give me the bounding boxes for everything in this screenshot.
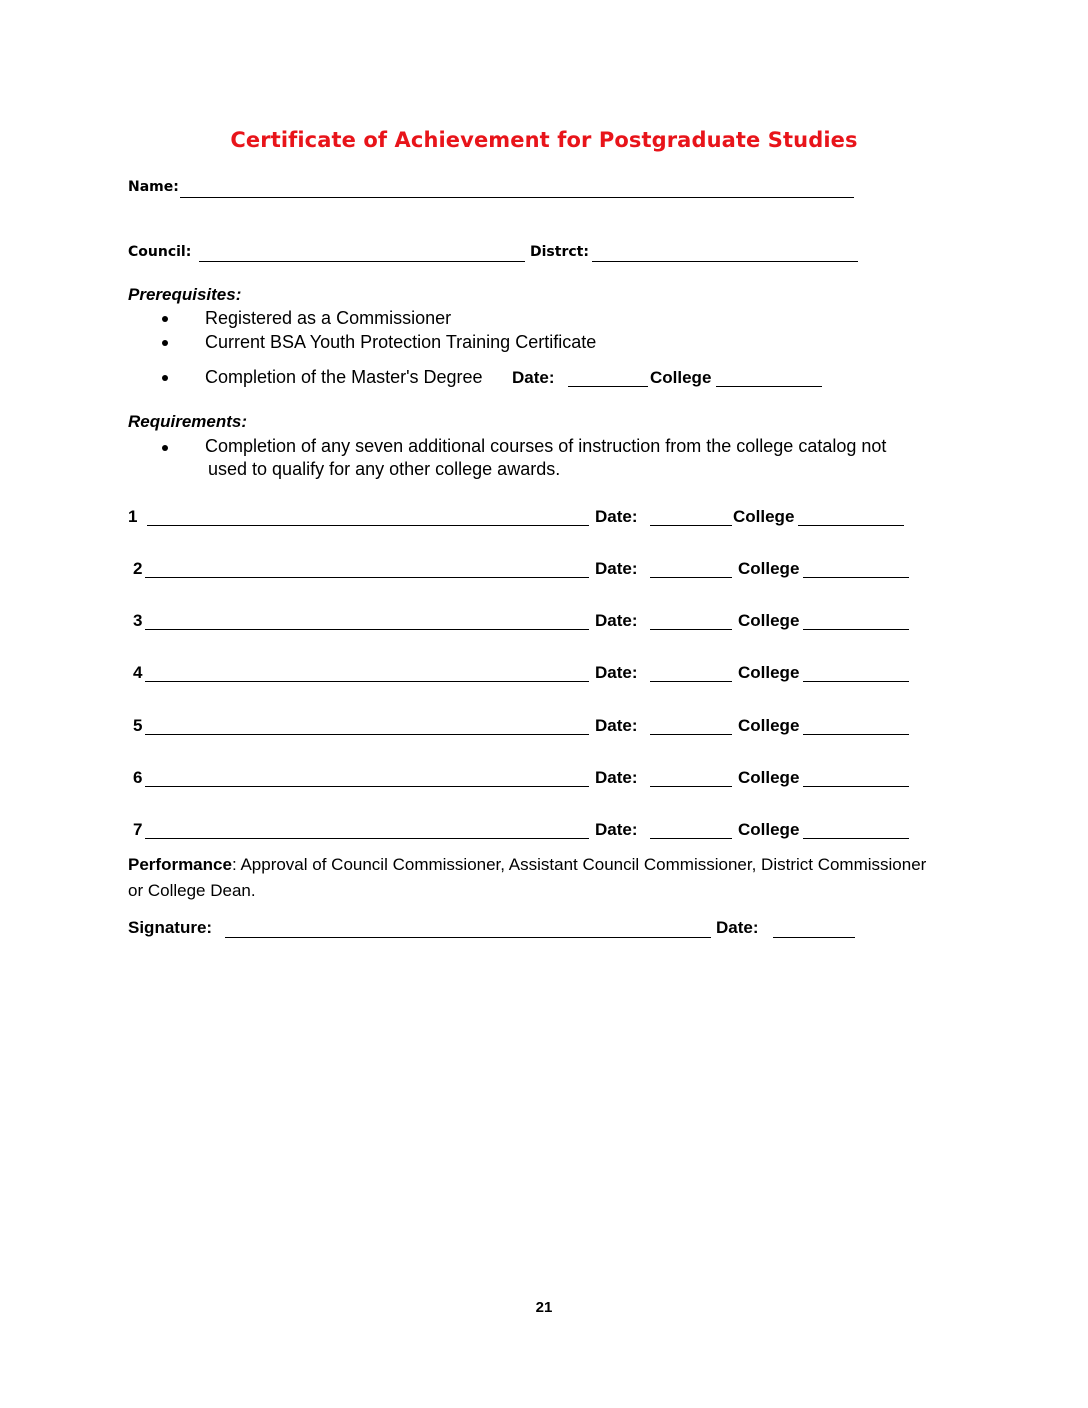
course-name-field[interactable] [145, 786, 589, 787]
district-field[interactable] [592, 261, 858, 262]
course-date-field[interactable] [650, 629, 732, 630]
course-number: 1 [128, 507, 138, 526]
course-college-field[interactable] [803, 629, 909, 630]
course-college-label: College [738, 716, 800, 735]
course-name-field[interactable] [145, 629, 589, 630]
requirement-item-line1: Completion of any seven additional courses of instruction from the college catalog not [205, 436, 887, 456]
course-college-label: College [738, 820, 800, 839]
prerequisite-item: Completion of the Master's Degree [205, 367, 483, 387]
signature-date-field[interactable] [773, 937, 855, 938]
course-name-field[interactable] [147, 525, 589, 526]
signature-label: Signature: [128, 918, 213, 937]
signature-date-label: Date: [716, 918, 759, 937]
course-number: 4 [133, 663, 143, 682]
course-college-field[interactable] [798, 525, 904, 526]
requirement-item-line2: used to qualify for any other college awards. [208, 459, 561, 479]
course-name-field[interactable] [145, 681, 589, 682]
course-date-field[interactable] [650, 734, 732, 735]
course-date-field[interactable] [650, 577, 732, 578]
course-date-field[interactable] [650, 681, 732, 682]
course-number: 7 [133, 820, 143, 839]
course-date-label: Date: [595, 663, 638, 682]
course-college-label: College [738, 663, 800, 682]
course-date-label: Date: [595, 716, 638, 735]
masters-college-field[interactable] [716, 386, 822, 387]
course-date-label: Date: [595, 611, 638, 630]
bullet-icon [162, 316, 168, 322]
course-date-label: Date: [595, 820, 638, 839]
course-college-field[interactable] [803, 734, 909, 735]
prerequisites-heading: Prerequisites: [128, 285, 242, 304]
course-college-label: College [733, 507, 795, 526]
masters-college-label: College [650, 368, 712, 387]
performance-label: Performance [128, 855, 232, 874]
name-label: Name: [128, 179, 179, 195]
bullet-icon [162, 340, 168, 346]
course-name-field[interactable] [145, 838, 589, 839]
signature-field[interactable] [225, 937, 711, 938]
course-date-field[interactable] [650, 525, 732, 526]
course-date-label: Date: [595, 768, 638, 787]
course-date-field[interactable] [650, 786, 732, 787]
course-name-field[interactable] [145, 577, 589, 578]
course-college-label: College [738, 559, 800, 578]
council-field[interactable] [199, 261, 525, 262]
prerequisite-item: Registered as a Commissioner [205, 308, 452, 328]
course-name-field[interactable] [145, 734, 589, 735]
name-field[interactable] [180, 197, 854, 198]
district-label: Distrct: [530, 244, 589, 260]
course-number: 3 [133, 611, 143, 630]
course-date-label: Date: [595, 507, 638, 526]
course-college-field[interactable] [803, 681, 909, 682]
masters-date-label: Date: [512, 368, 555, 387]
performance-statement [128, 852, 928, 904]
course-date-label: Date: [595, 559, 638, 578]
bullet-icon [162, 445, 168, 451]
bullet-icon [162, 375, 168, 381]
course-number: 5 [133, 716, 143, 735]
course-college-field[interactable] [803, 577, 909, 578]
course-college-label: College [738, 768, 800, 787]
course-college-field[interactable] [803, 786, 909, 787]
course-college-label: College [738, 611, 800, 630]
page-number: 21 [535, 1299, 553, 1316]
course-college-field[interactable] [803, 838, 909, 839]
performance-text: : Approval of Council Commissioner, Assistant Council Commissioner, District Commissioner or College Dean. [128, 855, 927, 900]
page-title: Certificate of Achievement for Postgraduate Studies [230, 128, 858, 152]
course-number: 2 [133, 559, 143, 578]
requirements-heading: Requirements: [128, 412, 248, 431]
course-number: 6 [133, 768, 143, 787]
course-date-field[interactable] [650, 838, 732, 839]
masters-date-field[interactable] [568, 386, 648, 387]
prerequisite-item: Current BSA Youth Protection Training Certificate [205, 332, 597, 352]
council-label: Council: [128, 244, 192, 260]
